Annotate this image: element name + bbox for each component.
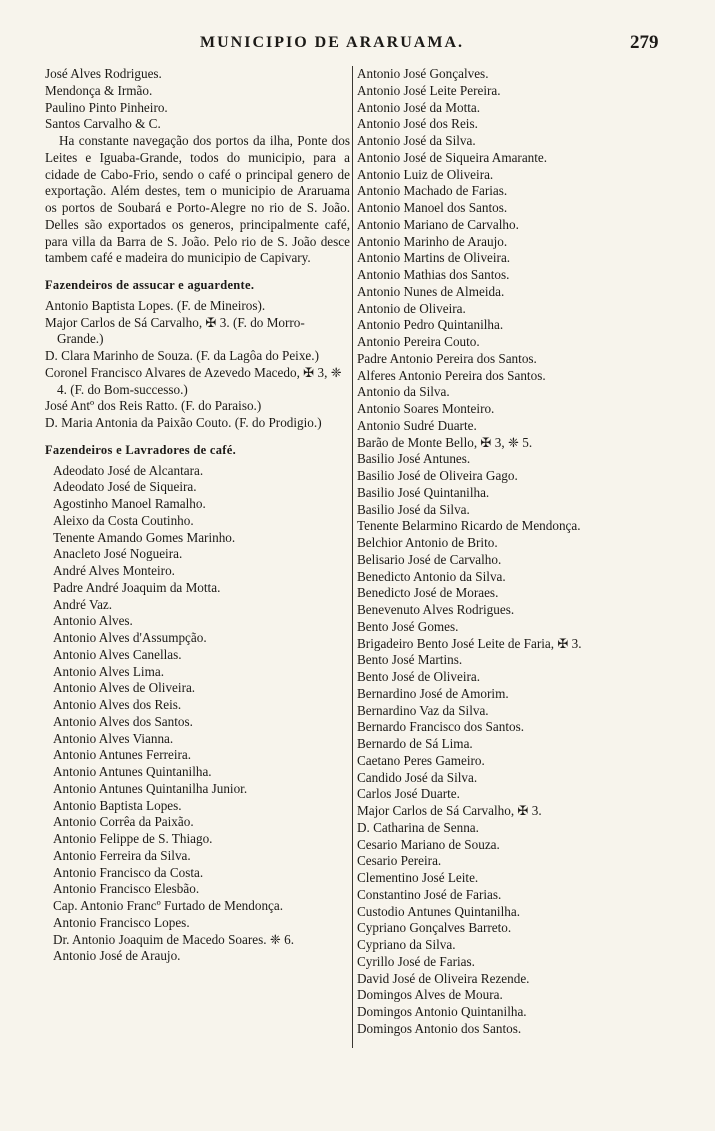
top-lines <box>45 66 350 133</box>
list-item: Aleixo da Costa Coutinho. <box>53 512 194 528</box>
list-item: Benevenuto Alves Rodrigues. <box>357 602 515 617</box>
list-item: D. Catharina de Senna. <box>357 819 479 835</box>
list-item: Custodio Antunes Quintanilha. <box>357 903 521 919</box>
list-item: Cap. Antonio Francº Furtado de Mendonça. <box>53 898 284 913</box>
list-item: Antonio da Silva. <box>357 384 450 400</box>
list-item: Major Carlos de Sá Carvalho, ✠ 3. (F. do Morro-Grande.) <box>45 314 305 347</box>
page-title: MUNICIPIO DE ARARUAMA. <box>200 34 464 51</box>
list-item: Antonio Francisco Lopes. <box>53 914 190 930</box>
list-item: Basilio José da Silva. <box>357 501 470 517</box>
list-item: Carlos José Duarte. <box>357 786 460 802</box>
list-item: Antonio Ferreira da Silva. <box>53 847 191 863</box>
list-item: Belisario José de Carvalho. <box>357 551 502 567</box>
list-item: Antonio Alves Lima. <box>53 663 164 679</box>
list-item: Antonio Felippe de S. Thiago. <box>53 831 213 846</box>
list-item: Antonio Alves dos Reis. <box>53 697 182 712</box>
list-item: Bernardo Francisco dos Santos. <box>357 719 525 735</box>
list-item: Antonio Baptista Lopes. (F. de Mineiros). <box>45 297 266 313</box>
list-item: Cesario Pereira. <box>357 853 442 869</box>
list-item: Belchior Antonio de Brito. <box>357 535 498 550</box>
list-item: Constantino José de Farias. <box>357 886 502 902</box>
list-item: Barão de Monte Bello, ✠ 3, ❈ 5. <box>357 434 533 450</box>
list-item: Antonio Mathias dos Santos. <box>357 267 510 282</box>
left-column <box>45 66 350 965</box>
list-item: José Antº dos Reis Ratto. (F. do Paraiso.) <box>45 398 262 414</box>
list-item: Dr. Antonio Joaquim de Macedo Soares. ❈ 6. <box>53 931 295 947</box>
list-item: Adeodato José de Siqueira. <box>53 479 197 495</box>
list-item: Domingos Antonio Quintanilha. <box>357 1004 527 1019</box>
list-item: Antonio Corrêa da Paixão. <box>53 814 194 830</box>
list-item: Benedicto José de Moraes. <box>357 585 499 601</box>
list-item: Antonio Antunes Quintanilha Junior. <box>53 780 248 796</box>
list-item: Santos Carvalho & C. <box>45 116 161 132</box>
list-item: Mendonça & Irmão. <box>45 82 153 98</box>
page-number: 279 <box>630 32 659 53</box>
list-item: André Alves Monteiro. <box>53 563 175 578</box>
list-item: Antonio Mariano de Carvalho. <box>357 216 519 232</box>
list-item: Paulino Pinto Pinheiro. <box>45 99 168 115</box>
list-item: Caetano Peres Gameiro. <box>357 752 485 768</box>
list-item: Anacleto José Nogueira. <box>53 546 183 562</box>
list-item: Padre André Joaquim da Motta. <box>53 579 221 595</box>
list-item: Bento José Martins. <box>357 652 463 668</box>
list-item: Basilio José de Oliveira Gago. <box>357 468 518 483</box>
list-item: Bento José de Oliveira. <box>357 669 481 684</box>
list-item: Domingos Alves de Moura. <box>357 987 503 1003</box>
list-item: Antonio Antunes Quintanilha. <box>53 764 212 779</box>
list-item: Brigadeiro Bento José Leite de Faria, ✠ 3. <box>357 635 582 651</box>
list-item: Antonio José da Motta. <box>357 99 481 115</box>
sugar-farmers-list <box>45 298 350 432</box>
list-item: Antonio Marinho de Araujo. <box>357 233 508 249</box>
list-item: Antonio Francisco da Costa. <box>53 864 204 880</box>
list-item: Basilio José Quintanilha. <box>357 484 490 500</box>
list-item: Antonio de Oliveira. <box>357 300 466 316</box>
list-item: Antonio Alves de Oliveira. <box>53 680 196 696</box>
list-item: Padre Antonio Pereira dos Santos. <box>357 350 537 366</box>
list-item: Cypriano da Silva. <box>357 937 456 952</box>
list-item: Antonio Luiz de Oliveira. <box>357 166 494 182</box>
list-item: Domingos Antonio dos Santos. <box>357 1020 522 1036</box>
list-item: Alferes Antonio Pereira dos Santos. <box>357 367 546 383</box>
list-item: Antonio José Leite Pereira. <box>357 82 501 98</box>
list-item: Agostinho Manoel Ramalho. <box>53 496 206 511</box>
section-heading-coffee: Fazendeiros e Lavradores de café. <box>45 442 236 457</box>
page-header <box>0 34 715 58</box>
list-item: Bernardino Vaz da Silva. <box>357 702 489 718</box>
list-item: Antonio Alves dos Santos. <box>53 713 193 729</box>
list-item: Antonio Baptista Lopes. <box>53 797 182 813</box>
list-item: D. Maria Antonia da Paixão Couto. (F. do Prodigio.) <box>45 415 322 430</box>
list-item: Antonio Antunes Ferreira. <box>53 747 192 763</box>
list-item: Antonio Pedro Quintanilha. <box>357 317 504 333</box>
list-item: Major Carlos de Sá Carvalho, ✠ 3. <box>357 803 542 818</box>
list-item: Coronel Francisco Alvares de Azevedo Macedo, ✠ 3, ❈ 4. (F. do Bom-successo.) <box>45 364 342 397</box>
list-item: Cypriano Gonçalves Barreto. <box>357 920 512 936</box>
list-item: Antonio Francisco Elesbão. <box>53 881 200 897</box>
list-item: José Alves Rodrigues. <box>45 66 162 81</box>
coffee-farmers-list <box>53 463 350 966</box>
list-item: Antonio Martins de Oliveira. <box>357 250 511 266</box>
list-item: Cesario Mariano de Souza. <box>357 836 500 852</box>
list-item: Antonio Soares Monteiro. <box>357 401 495 416</box>
list-item: Antonio Alves Vianna. <box>53 730 174 746</box>
list-item: Adeodato José de Alcantara. <box>53 462 204 478</box>
list-item: Antonio José da Silva. <box>357 133 476 148</box>
list-item: Bento José Gomes. <box>357 618 459 634</box>
list-item: D. Clara Marinho de Souza. (F. da Lagôa do Peixe.) <box>45 348 319 363</box>
list-item: Tenente Amando Gomes Marinho. <box>53 529 236 545</box>
list-item: Antonio Alves Canellas. <box>53 646 182 662</box>
list-item: Antonio Sudré Duarte. <box>357 417 477 433</box>
list-item: Antonio Machado de Farias. <box>357 183 508 199</box>
list-item: Bernardo de Sá Lima. <box>357 736 473 751</box>
list-item: Cyrillo José de Farias. <box>357 953 475 969</box>
right-column <box>357 66 679 1038</box>
list-item: Tenente Belarmino Ricardo de Mendonça. <box>357 518 581 534</box>
list-item: Clementino José Leite. <box>357 870 479 885</box>
list-item: Benedicto Antonio da Silva. <box>357 568 506 584</box>
list-item: Candido José da Silva. <box>357 769 478 785</box>
section-heading-sugar: Fazendeiros de assucar e aguardente. <box>45 278 255 292</box>
list-item: Antonio Pereira Couto. <box>357 334 480 349</box>
list-item: Antonio José Gonçalves. <box>357 66 489 81</box>
list-item: David José de Oliveira Rezende. <box>357 970 530 986</box>
list-item: Antonio José dos Reis. <box>357 116 478 132</box>
list-item: Antonio José de Siqueira Amarante. <box>357 149 548 165</box>
list-item: Antonio Manoel dos Santos. <box>357 200 508 215</box>
list-item: André Vaz. <box>53 596 113 612</box>
list-item: Antonio Alves d'Assumpção. <box>53 630 207 645</box>
list-item: Antonio Alves. <box>53 613 133 629</box>
list-item: Antonio Nunes de Almeida. <box>357 283 505 299</box>
list-item: Antonio José de Araujo. <box>53 948 181 964</box>
list-item: Basilio José Antunes. <box>357 451 471 467</box>
navigation-paragraph: Ha constante navegação dos portos da ilha, Ponte dos Leites e Iguaba-Grande, todos do municipio, para a cidade de Cabo-Frio, sendo o café o principal genero de exportação. Além destes, tem o municipio de Araruama os portos de Soubará e Porto-Alegre no rio de S. João. Delles são exportados os generos, principalmente café, para villa da Barra de S. João. Pelo rio de S. João desce tambem café e madeira do municipio de Capivary. <box>45 133 350 266</box>
list-item: Bernardino José de Amorim. <box>357 685 509 701</box>
